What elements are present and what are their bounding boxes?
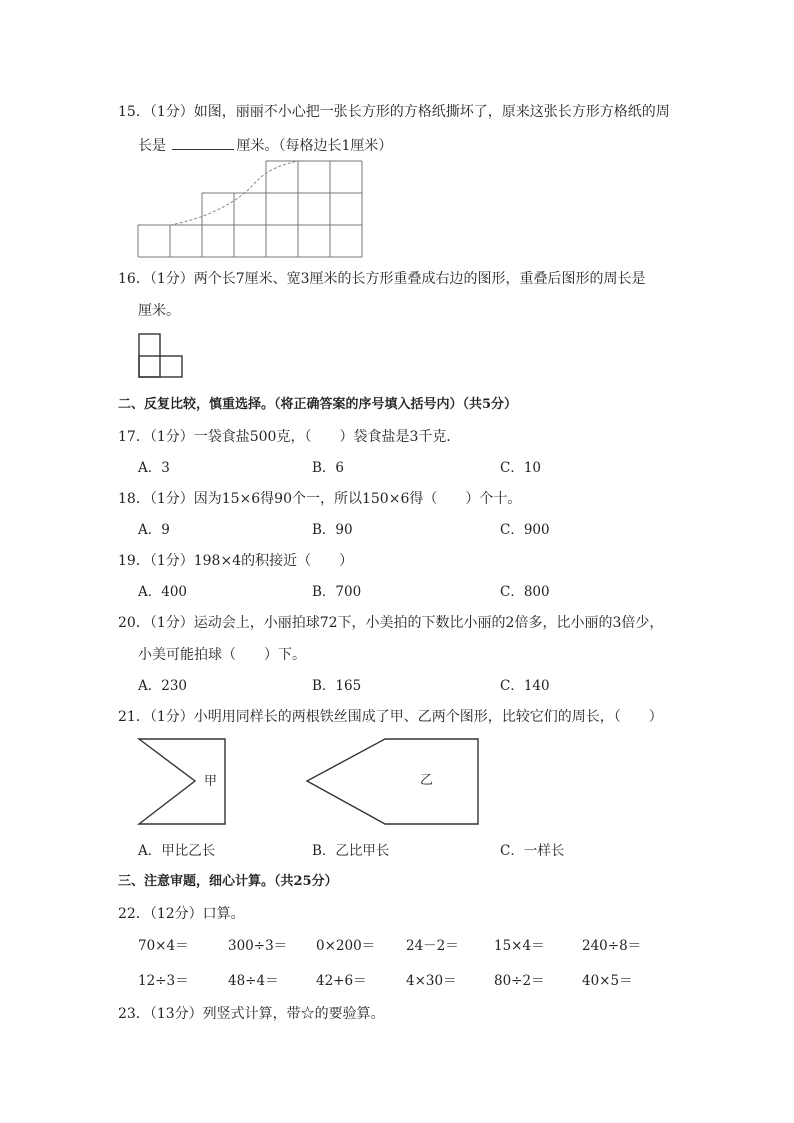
q22-stem: 22．（12分）口算。 (118, 906, 245, 922)
q18-option-a[interactable]: A．9 (138, 522, 170, 538)
q21-stem: 21．（1分）小明用同样长的两根铁丝围成了甲、乙两个图形，比较它们的周长，（ ） (118, 709, 663, 725)
mental-calc-item: 70×4＝ (138, 938, 189, 954)
shape-yi-figure (306, 738, 481, 828)
q21-option-a[interactable]: A．甲比乙长 (138, 843, 216, 859)
q18-option-b[interactable]: B．90 (312, 522, 353, 538)
q17-option-b[interactable]: B．6 (312, 460, 345, 476)
q20-line2: 小美可能拍球（ ）下。 (138, 647, 306, 663)
q15-prefix: 长是 (138, 138, 166, 154)
q15-line1: 15．（1分）如图，丽丽不小心把一张长方形的方格纸撕坏了，原来这张长方形方格纸的周 (118, 104, 670, 120)
torn-grid-figure (138, 160, 368, 260)
q20-option-c[interactable]: C．140 (500, 678, 550, 694)
mental-calc-item: 300÷3＝ (228, 938, 288, 954)
mental-calc-item: 240÷8＝ (582, 938, 642, 954)
q21-option-c[interactable]: C．一样长 (500, 843, 565, 859)
mental-calc-item: 15×4＝ (494, 938, 545, 954)
shape-yi-label: 乙 (420, 773, 434, 788)
mental-calc-item: 80÷2＝ (494, 973, 545, 989)
q20-line1: 20．（1分）运动会上，小丽拍球72下，小美拍的下数比小丽的2倍多，比小丽的3倍少， (118, 615, 664, 631)
q15-suffix: 厘米。（每格边长1厘米） (236, 138, 393, 154)
q19-option-b[interactable]: B．700 (312, 584, 362, 600)
q20-option-b[interactable]: B．165 (312, 678, 362, 694)
q19-option-c[interactable]: C．800 (500, 584, 550, 600)
q19-option-a[interactable]: A．400 (138, 584, 188, 600)
mental-calc-item: 40×5＝ (582, 973, 633, 989)
mental-calc-item: 12÷3＝ (138, 973, 189, 989)
section-2-heading: 二、反复比较，慎重选择。（将正确答案的序号填入括号内）（共5分） (118, 397, 518, 412)
mental-calc-item: 48÷4＝ (228, 973, 279, 989)
q21-option-b[interactable]: B．乙比甲长 (312, 843, 390, 859)
q16-line2: 厘米。 (138, 303, 180, 319)
section-3-heading: 三、注意审题，细心计算。（共25分） (118, 874, 338, 889)
q17-option-a[interactable]: A．3 (138, 460, 170, 476)
q23-stem: 23．（13分）列竖式计算，带☆的要验算。 (118, 1006, 385, 1022)
shape-jia-label: 甲 (204, 774, 218, 789)
q17-option-c[interactable]: C．10 (500, 460, 542, 476)
mental-calc-item: 4×30＝ (406, 973, 457, 989)
q17-stem: 17．（1分）一袋食盐500克，（ ）袋食盐是3千克． (118, 429, 461, 445)
mental-calc-item: 24－2＝ (406, 938, 459, 954)
q15-answer-blank[interactable] (172, 135, 234, 150)
q18-stem: 18．（1分）因为15×6得90个一，所以150×6得（ ）个十。 (118, 491, 522, 507)
q20-option-a[interactable]: A．230 (138, 678, 188, 694)
mental-calc-item: 42+6＝ (316, 973, 367, 989)
q19-stem: 19．（1分）198×4的积接近（ ） (118, 553, 354, 569)
q18-option-c[interactable]: C．900 (500, 522, 550, 538)
overlap-rectangles-figure (138, 333, 186, 379)
q15-line2 (138, 135, 392, 155)
mental-calc-item: 0×200＝ (316, 938, 376, 954)
q16-line1: 16．（1分）两个长7厘米、宽3厘米的长方形重叠成右边的图形，重叠后图形的周长是 (118, 271, 646, 287)
